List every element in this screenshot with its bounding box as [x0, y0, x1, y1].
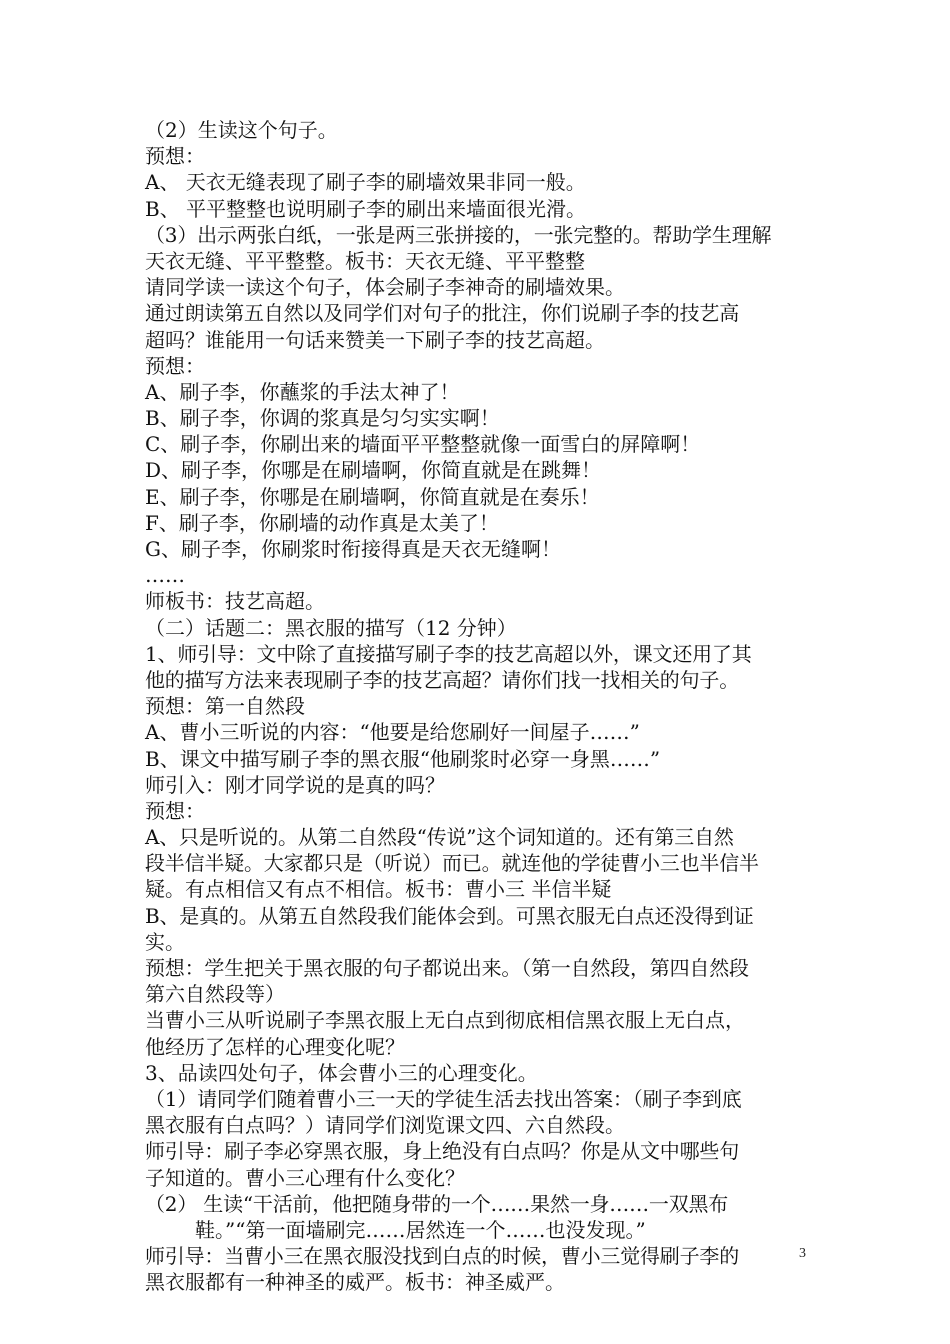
text-line: 预想：第一自然段: [145, 694, 305, 719]
text-line: 疑。有点相信又有点不相信。板书：曹小三 半信半疑: [145, 877, 612, 902]
text-line: 天衣无缝、平平整整。板书：天衣无缝、平平整整: [145, 248, 585, 273]
text-line: B、 平平整整也说明刷子李的刷出来墙面很光滑。: [145, 196, 587, 221]
text-line: 预想：: [145, 144, 205, 169]
page-body: [145, 117, 815, 1295]
text-line: ……: [145, 563, 185, 588]
text-line: 他的描写方法来表现刷子李的技艺高超？请你们找一找相关的句子。: [145, 667, 739, 692]
text-line: 黑衣服有白点吗？）请同学们浏览课文四、六自然段。: [145, 1113, 625, 1138]
text-line: 通过朗读第五自然以及同学们对句子的批注，你们说刷子李的技艺高: [145, 301, 739, 326]
text-line: C、刷子李，你刷出来的墙面平平整整就像一面雪白的屏障啊！: [145, 432, 701, 457]
text-line: 师板书：技艺高超。: [145, 589, 325, 614]
text-line: 黑衣服都有一种神圣的威严。板书：神圣威严。: [145, 1270, 565, 1295]
text-line: 请同学读一读这个句子，体会刷子李神奇的刷墙效果。: [145, 275, 625, 300]
text-line: 师引入：刚才同学说的是真的吗？: [145, 772, 445, 797]
text-line: （1）请同学们随着曹小三一天的学徒生活去找出答案：（刷子李到底: [145, 1086, 742, 1111]
text-line: 超吗？谁能用一句话来赞美一下刷子李的技艺高超。: [145, 327, 605, 352]
text-line: 子知道的。曹小三心理有什么变化？: [145, 1165, 465, 1190]
section-heading: （二）话题二：黑衣服的描写（12 分钟）: [145, 615, 517, 640]
text-line: 预想：: [145, 353, 205, 378]
text-line: 3、品读四处句子，体会曹小三的心理变化。: [145, 1060, 538, 1085]
text-line: （2）生读这个句子。: [145, 118, 338, 142]
text-line: 他经历了怎样的心理变化呢？: [145, 1034, 405, 1059]
text-line: 段半信半疑。大家都只是（听说）而已。就连他的学徒曹小三也半信半: [145, 851, 759, 876]
text-line: 实。: [145, 929, 185, 954]
text-line: 鞋。”“第一面墙刷完……居然连一个……也没发现。”: [195, 1217, 646, 1242]
text-line: A、刷子李，你蘸浆的手法太神了！: [145, 379, 460, 404]
text-line: B、是真的。从第五自然段我们能体会到。可黑衣服无白点还没得到证: [145, 903, 754, 928]
text-line: 师引导：刷子李必穿黑衣服，身上绝没有白点吗？你是从文中哪些句: [145, 1139, 739, 1164]
text-line: （3）出示两张白纸，一张是两三张拼接的，一张完整的。帮助学生理解: [145, 222, 772, 247]
text-line: A、只是听说的。从第二自然段“传说”这个词知道的。还有第三自然: [145, 825, 734, 850]
page-number: 3: [799, 1246, 806, 1261]
text-line: B、刷子李，你调的浆真是匀匀实实啊！: [145, 406, 500, 431]
text-line: 1、师引导：文中除了直接描写刷子李的技艺高超以外，课文还用了其: [145, 641, 752, 666]
text-line: 师引导：当曹小三在黑衣服没找到白点的时候，曹小三觉得刷子李的: [145, 1244, 739, 1269]
text-line: （2） 生读“干活前，他把随身带的一个……果然一身……一双黑布: [145, 1191, 729, 1216]
text-line: 当曹小三从听说刷子李黑衣服上无白点到彻底相信黑衣服上无白点，: [145, 1008, 745, 1033]
text-line: A、曹小三听说的内容：“他要是给您刷好一间屋子……”: [145, 720, 640, 745]
text-line: D、刷子李，你哪是在刷墙啊，你简直就是在跳舞！: [145, 458, 602, 483]
text-line: B、课文中描写刷子李的黑衣服“他刷浆时必穿一身黑……”: [145, 746, 661, 771]
text-line: 第六自然段等）: [145, 982, 285, 1007]
text-line: 预想：: [145, 798, 205, 823]
text-line: G、刷子李，你刷浆时衔接得真是天衣无缝啊！: [145, 537, 561, 561]
text-line: E、刷子李，你哪是在刷墙啊，你简直就是在奏乐！: [145, 484, 600, 509]
text-line: A、 天衣无缝表现了刷子李的刷墙效果非同一般。: [145, 170, 586, 195]
text-line: 预想：学生把关于黑衣服的句子都说出来。（第一自然段，第四自然段: [145, 956, 749, 980]
text-line: F、刷子李，你刷墙的动作真是太美了！: [145, 510, 499, 535]
